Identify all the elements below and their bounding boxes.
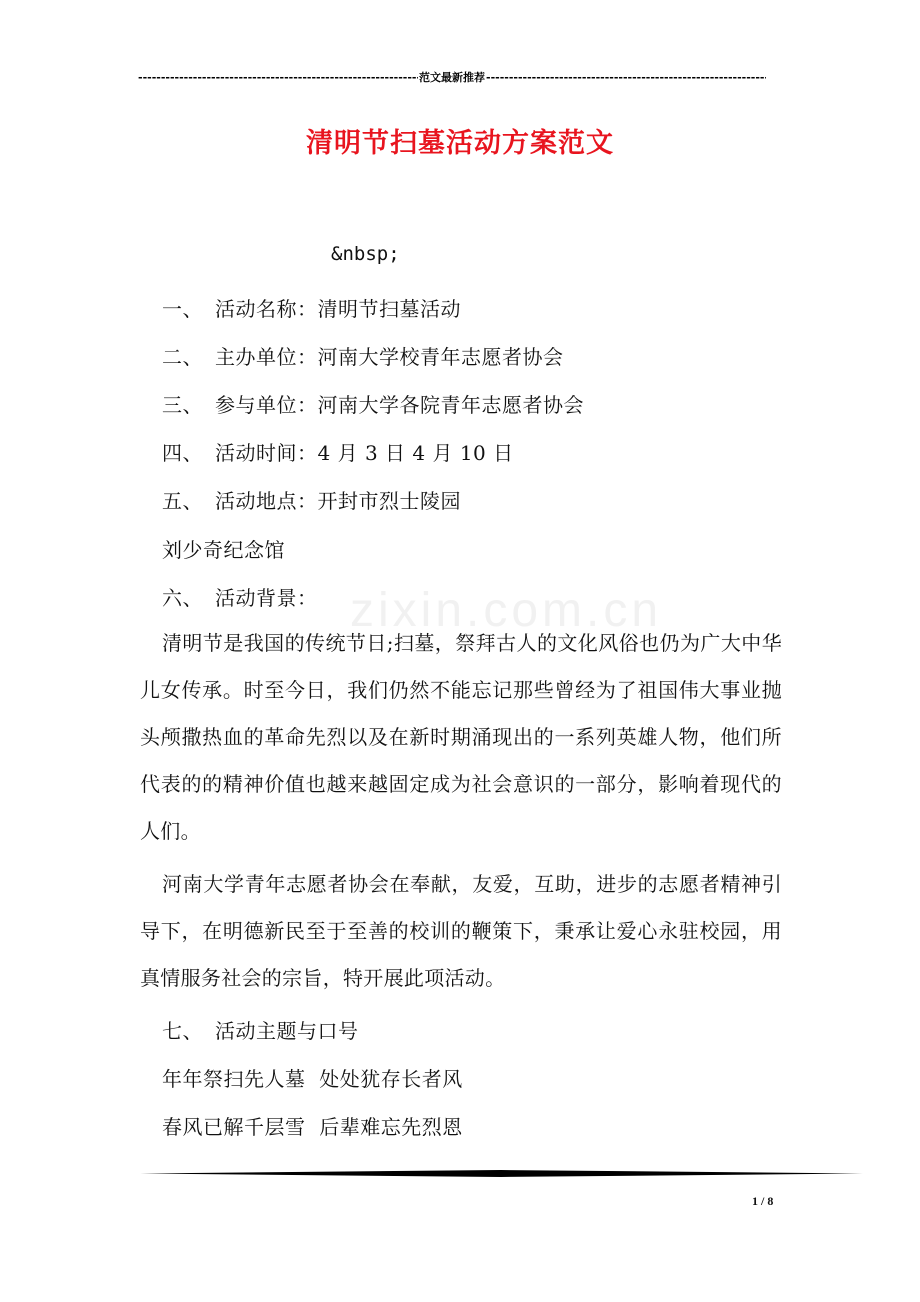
list-item <box>162 341 564 370</box>
list-item <box>162 389 584 418</box>
page-number: 1 / 8 <box>752 1194 774 1208</box>
document-title: 清明节扫墓活动方案范文 <box>306 128 614 159</box>
item-number: 七、 <box>162 1019 203 1043</box>
item-text: 活动背景： <box>215 586 318 610</box>
item-text: 活动名称：清明节扫墓活动 <box>215 297 461 321</box>
list-item <box>162 485 461 514</box>
slogan-line: 年年祭扫先人墓 处处犹存长者风 <box>162 1067 463 1091</box>
header-dashes-right <box>486 71 766 84</box>
place-extra: 刘少奇纪念馆 <box>162 538 285 562</box>
item-text: 活动主题与口号 <box>215 1019 359 1043</box>
item-number: 五、 <box>162 489 203 513</box>
watermark: zixin.com.cn <box>350 584 663 637</box>
header-label: 范文最新推荐 <box>419 71 485 84</box>
list-item <box>162 582 318 611</box>
item-number: 一、 <box>162 297 203 321</box>
item-number: 六、 <box>162 586 203 610</box>
background-paragraph-1: 清明节是我国的传统节日;扫墓，祭拜古人的文化风俗也仍为广大中华儿女传承。时至今日，我们仍然不能忘记那些曾经为了祖国伟大事业抛头颅撒热血的革命先烈以及在新时期涌现出的一系列英雄人物，他们所代表的的精神价值也越来越固定成为社会意识的一部分，影响着现代的人们。 <box>140 631 782 843</box>
item-text: 活动时间：4 月 3 日 4 月 10 日 <box>215 441 514 465</box>
item-number: 二、 <box>162 345 203 369</box>
nbsp-artifact: &nbsp; <box>331 243 400 265</box>
header-dashes-left <box>138 71 418 84</box>
slogan-line: 春风已解千层雪 后辈难忘先烈恩 <box>162 1115 463 1139</box>
item-text: 活动地点：开封市烈士陵园 <box>215 489 461 513</box>
item-text: 主办单位：河南大学校青年志愿者协会 <box>215 345 564 369</box>
background-paragraph-2: 河南大学青年志愿者协会在奉献，友爱，互助，进步的志愿者精神引导下，在明德新民至于至善的校训的鞭策下，秉承让爱心永驻校园，用真情服务社会的宗旨，特开展此项活动。 <box>140 872 782 990</box>
item-number: 四、 <box>162 441 203 465</box>
item-number: 三、 <box>162 393 203 417</box>
list-item <box>162 293 461 322</box>
list-item <box>162 437 514 466</box>
page-header <box>138 68 766 86</box>
list-item <box>162 1015 359 1044</box>
item-text: 参与单位：河南大学各院青年志愿者协会 <box>215 393 584 417</box>
footer-rule <box>140 1170 863 1177</box>
